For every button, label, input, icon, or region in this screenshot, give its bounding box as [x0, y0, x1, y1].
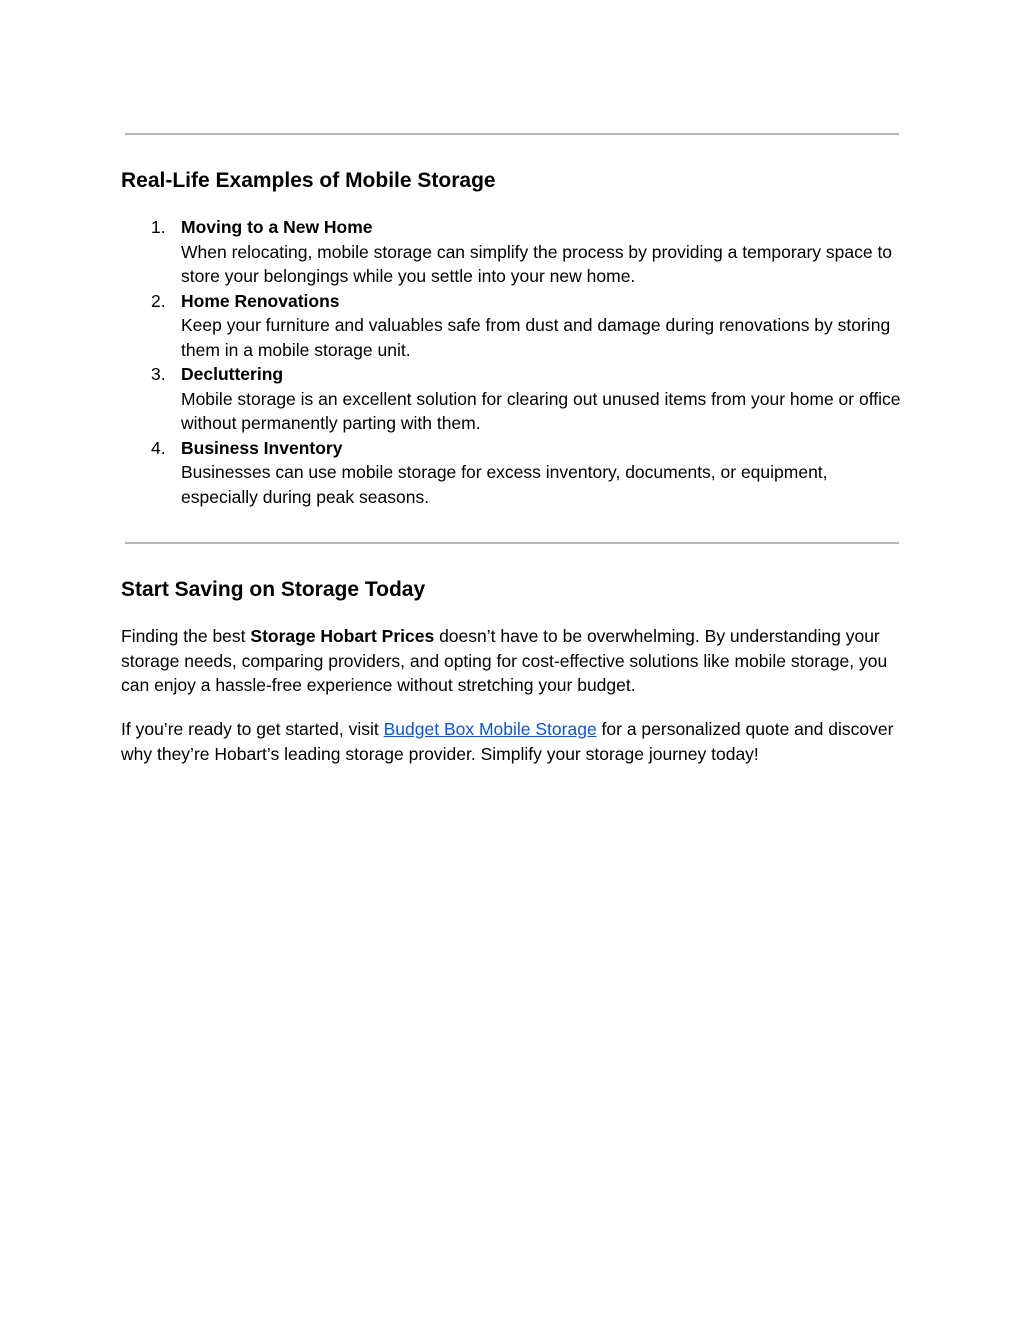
- paragraph-text: doesn’t have to be overwhelming. By understanding your storage needs, comparing providers, and opting for cost-effective solutions like mobile storage, you can enjoy a hassle-free experience without stretching your budget.: [121, 626, 888, 695]
- examples-list: [121, 215, 901, 509]
- paragraph-text: If you’re ready to get started, visit: [121, 719, 384, 739]
- list-item: [121, 289, 901, 363]
- list-item: [121, 215, 901, 289]
- section-heading-start-saving: Start Saving on Storage Today: [121, 578, 426, 601]
- list-item-number: 1.: [151, 217, 166, 237]
- bold-keyword: Storage Hobart Prices: [250, 626, 435, 646]
- list-item-title: Decluttering: [181, 364, 284, 384]
- list-item: [121, 362, 901, 436]
- list-item-description: Mobile storage is an excellent solution for clearing out unused items from your home or office without permanently parting with them.: [181, 388, 901, 433]
- top-divider: [125, 133, 899, 135]
- list-item-description: Businesses can use mobile storage for excess inventory, documents, or equipment, especially during peak seasons.: [181, 462, 828, 507]
- list-item-title: Business Inventory: [181, 437, 343, 458]
- list-item-number: 4.: [151, 437, 166, 458]
- list-item-number: 3.: [151, 364, 166, 384]
- cta-paragraph: [121, 717, 911, 766]
- budget-box-link[interactable]: Budget Box Mobile Storage: [383, 719, 597, 739]
- paragraph-text: Finding the best: [121, 626, 251, 646]
- middle-divider: [125, 542, 899, 544]
- list-item-title: Home Renovations: [181, 290, 340, 311]
- intro-paragraph: [121, 624, 911, 698]
- list-item-number: 2.: [151, 290, 166, 311]
- paragraph-text: for a personalized quote and discover why they’re Hobart’s leading storage provider. Simplify your storage journey today!: [121, 719, 894, 764]
- list-item-description: When relocating, mobile storage can simplify the process by providing a temporary space to store your belongings while you settle into your new home.: [181, 241, 893, 286]
- list-item-title: Moving to a New Home: [181, 217, 373, 237]
- section-heading-real-life-examples: Real-Life Examples of Mobile Storage: [121, 169, 496, 192]
- list-item: [121, 436, 901, 510]
- list-item-description: Keep your furniture and valuables safe from dust and damage during renovations by storing them in a mobile storage unit.: [181, 315, 891, 360]
